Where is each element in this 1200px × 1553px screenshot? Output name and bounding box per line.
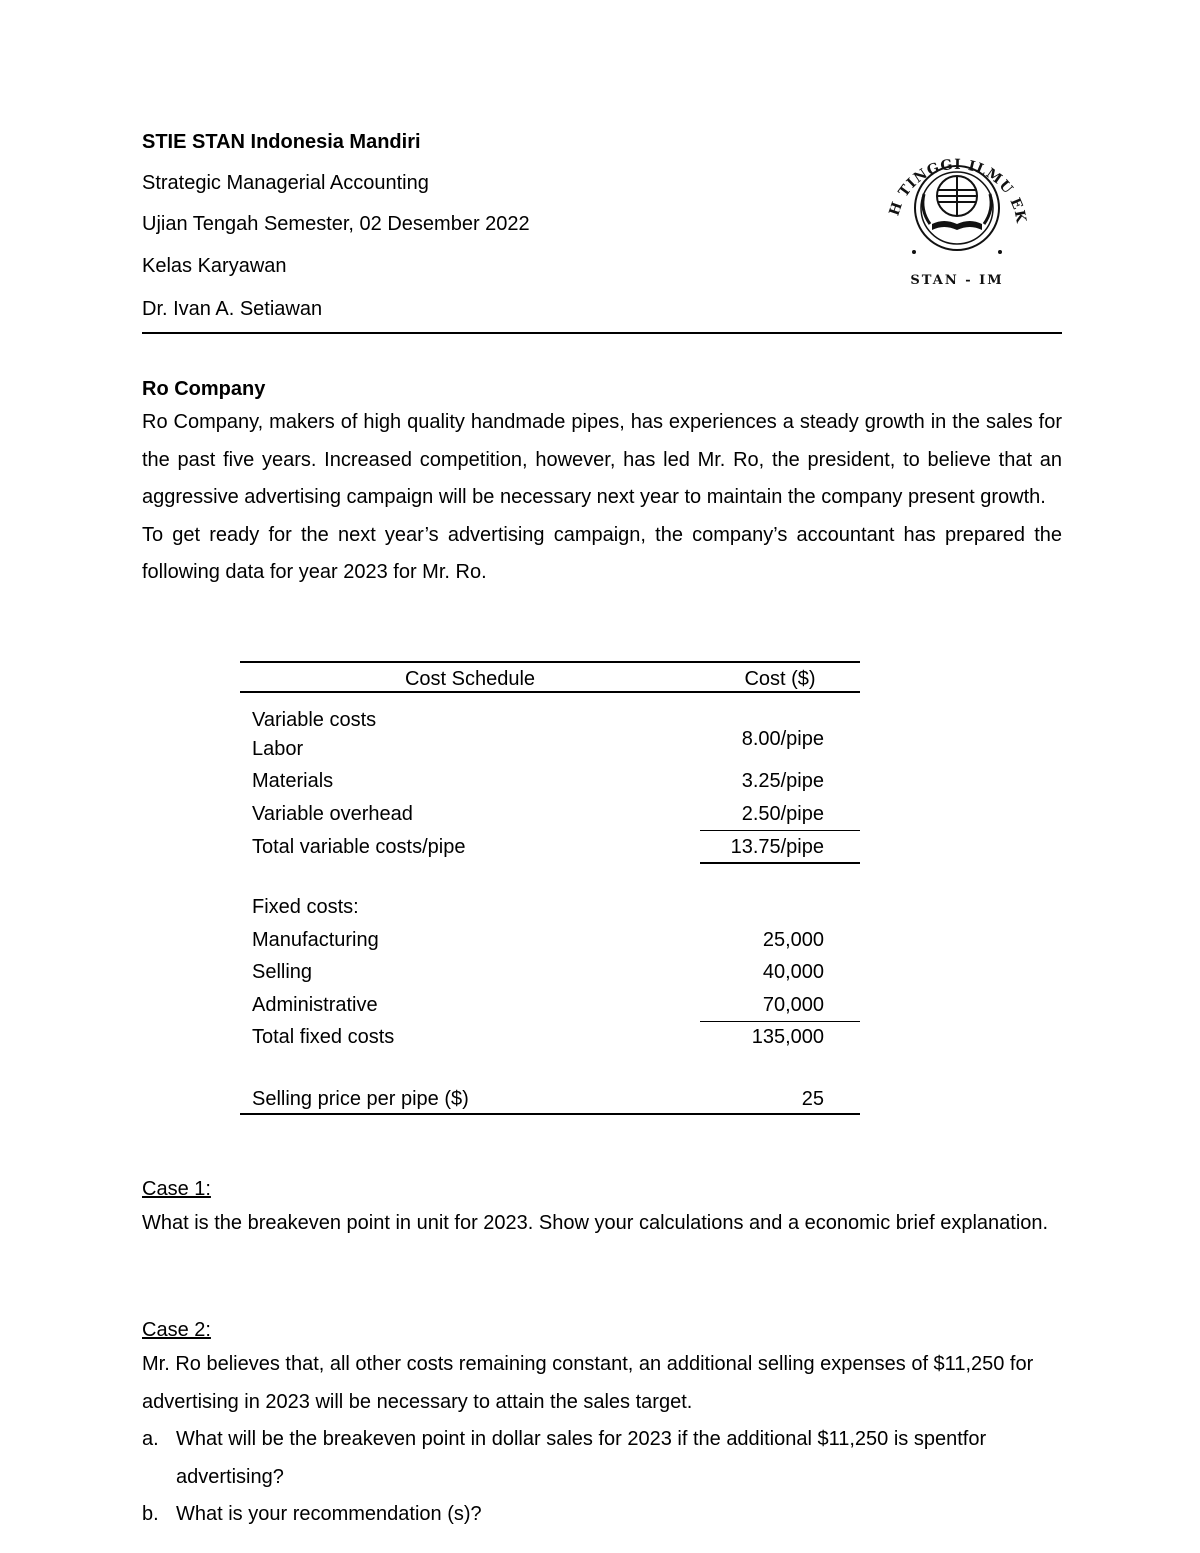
exam-date: Ujian Tengah Semester, 02 Desember 2022	[142, 213, 530, 235]
intro-paragraph-1: Ro Company, makers of high quality handmade pipes, has experiences a steady growth in the sales for the past five years. Increased competition, however, has led Mr. Ro, the president, to believe that an aggressive advertising campaign will be necessary next year to maintain the company present growth.	[142, 411, 1062, 508]
total-rule	[700, 862, 860, 864]
course-name: Strategic Managerial Accounting	[142, 172, 429, 194]
total-fixed-costs-value: 135,000	[751, 1026, 824, 1048]
class-name: Kelas Karyawan	[142, 255, 287, 277]
header-divider	[142, 332, 1062, 334]
table-row	[252, 959, 860, 985]
lecturer-name: Dr. Ivan A. Setiawan	[142, 298, 323, 320]
manufacturing-label: Manufacturing	[252, 929, 379, 951]
subtotal-rule	[700, 830, 860, 831]
labor-value: 8.00/pipe	[741, 728, 824, 750]
list-marker-b: b.	[142, 1503, 159, 1525]
case-2-item-b	[142, 1496, 1062, 1534]
institution-name: STIE STAN Indonesia Mandiri	[142, 131, 421, 153]
table-row	[252, 992, 860, 1018]
case-2-text: Mr. Ro believes that, all other costs remaining constant, an additional selling expenses of $11,250 for advertising in 2023 will be necessary to attain the sales target.	[142, 1353, 1034, 1413]
case-1	[142, 1173, 1062, 1243]
table-header	[240, 661, 860, 693]
variable-overhead-value: 2.50/pipe	[741, 803, 824, 825]
list-marker-a: a.	[142, 1428, 159, 1450]
total-variable-costs-label: Total variable costs/pipe	[252, 836, 466, 858]
table-row	[252, 801, 860, 827]
svg-text:STAN - IM: STAN - IM	[910, 273, 1004, 288]
labor-label: Labor	[252, 738, 304, 760]
case-1-title: Case 1:	[142, 1178, 211, 1200]
total-variable-costs-value: 13.75/pipe	[730, 836, 824, 858]
case-2-title: Case 2:	[142, 1319, 211, 1341]
case-2-item-a	[142, 1421, 1062, 1496]
total-fixed-costs-label: Total fixed costs	[252, 1026, 395, 1048]
manufacturing-value: 25,000	[762, 929, 824, 951]
school-logo	[874, 124, 1040, 290]
selling-price-value: 25	[801, 1088, 824, 1110]
intro-paragraph-2: To get ready for the next year’s advertising campaign, the company’s accountant has prepared the following data for year 2023 for Mr. Ro.	[142, 523, 1062, 583]
table-row	[252, 1024, 860, 1050]
school-seal-icon	[874, 124, 1040, 290]
fixed-costs-heading: Fixed costs:	[252, 896, 359, 918]
table-row	[252, 726, 860, 752]
svg-text:SEKOLAH TINGGI ILMU EKONOMI: H TINGGI ILMU EK	[886, 156, 1029, 225]
variable-overhead-label: Variable overhead	[252, 803, 413, 825]
company-title: Ro Company	[142, 378, 266, 400]
intro-section	[142, 374, 1062, 592]
table-row	[252, 768, 860, 794]
administrative-label: Administrative	[252, 994, 378, 1016]
variable-costs-heading: Variable costs	[252, 709, 377, 731]
selling-price-label: Selling price per pipe ($)	[252, 1088, 469, 1110]
column-header-schedule: Cost Schedule	[404, 668, 536, 690]
table-row	[252, 927, 860, 953]
case-2-question-a: What will be the breakeven point in dollar sales for 2023 if the additional $11,250 is spentfor advertising?	[176, 1428, 987, 1488]
selling-label: Selling	[252, 961, 313, 983]
table-bottom-rule	[240, 1113, 860, 1115]
table-row	[252, 894, 860, 920]
table-row	[252, 834, 860, 860]
materials-label: Materials	[252, 770, 334, 792]
selling-value: 40,000	[762, 961, 824, 983]
subtotal-rule	[700, 1021, 860, 1022]
table-row	[252, 1086, 860, 1112]
case-1-question: What is the breakeven point in unit for 2023. Show your calculations and a economic brief explanation.	[142, 1212, 1049, 1234]
document-header	[142, 118, 1062, 334]
column-header-cost: Cost ($)	[744, 668, 816, 690]
case-2-question-b: What is your recommendation (s)?	[176, 1503, 482, 1525]
case-2	[142, 1314, 1062, 1534]
materials-value: 3.25/pipe	[741, 770, 824, 792]
administrative-value: 70,000	[762, 994, 824, 1016]
exam-page	[142, 0, 1062, 1553]
